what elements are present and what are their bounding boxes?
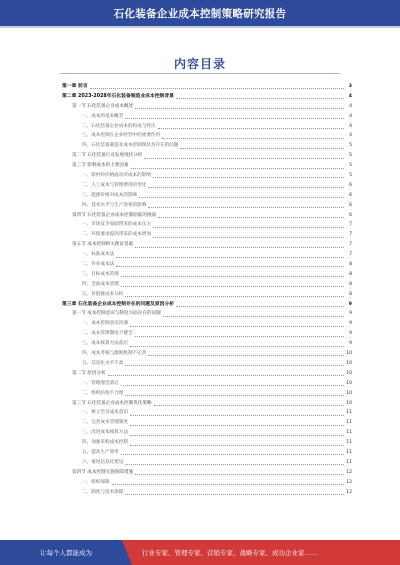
toc-leader-dots	[125, 296, 344, 297]
toc-leader-dots	[131, 168, 344, 169]
toc-entry[interactable]	[62, 151, 352, 161]
toc-entry[interactable]	[62, 468, 352, 478]
toc-entry-title: 三、成本核算方法落后	[82, 341, 128, 347]
toc-leader-dots	[125, 494, 344, 495]
toc-entry[interactable]	[62, 181, 352, 191]
toc-entry-page: 4	[349, 103, 352, 109]
toc-entry-page: 7	[349, 222, 352, 228]
header-bar	[0, 0, 400, 26]
toc-entry-title: 四、加强采购成本控制	[82, 440, 128, 446]
toc-entry-page: 11	[346, 430, 352, 436]
toc-entry-page: 8	[349, 271, 352, 277]
toc-leader-dots	[125, 118, 344, 119]
toc-entry[interactable]	[62, 122, 352, 132]
toc-entry[interactable]	[62, 349, 352, 359]
toc-entry[interactable]	[62, 102, 352, 112]
toc-entry-title: 一、组织保障	[82, 479, 110, 485]
toc-leader-dots	[130, 445, 344, 446]
toc-entry-title: 六、推进信息化建设	[82, 459, 124, 465]
toc-entry-title: 一、标准成本法	[82, 252, 115, 258]
toc-entry-page: 10	[346, 360, 352, 366]
toc-entry-page: 7	[349, 242, 352, 248]
toc-entry-page: 9	[349, 321, 352, 327]
toc-leader-dots	[153, 177, 344, 178]
toc-entry[interactable]	[62, 290, 352, 300]
toc-entry-title: 二、人工成本与管理费用的变化	[82, 182, 147, 188]
toc-leader-dots	[130, 435, 344, 436]
toc-entry-page: 3	[348, 84, 352, 89]
toc-leader-dots	[121, 454, 344, 455]
toc-leader-dots	[148, 207, 344, 208]
toc-entry-page: 12	[346, 479, 352, 485]
toc-entry-page: 12	[346, 489, 352, 495]
toc-entry[interactable]	[62, 92, 352, 102]
toc-entry-page: 8	[349, 291, 352, 297]
toc-entry[interactable]	[62, 201, 352, 211]
toc-entry-page: 4	[349, 123, 352, 129]
report-title: 石化装备企业成本控制策略研究报告	[113, 7, 287, 20]
toc-entry-title: 一、成本控制意识淡薄	[82, 321, 128, 327]
toc-entry-page: 8	[349, 281, 352, 287]
toc-leader-dots	[158, 128, 344, 129]
toc-entry-title: 四、成本考核与激励机制不完善	[82, 351, 147, 357]
toc-entry-page: 12	[346, 469, 352, 475]
toc-entry-page: 6	[349, 202, 352, 208]
toc-entry-page: 4	[348, 93, 352, 99]
toc-entry-title: 四、技术水平与生产效率的影响	[82, 202, 147, 208]
toc-entry-page: 6	[349, 182, 352, 188]
toc-entry-title: 第二章 2023-2028年石化装备制造业成本控制背景	[62, 93, 174, 99]
toc-entry[interactable]	[62, 280, 352, 290]
toc-leader-dots	[112, 484, 344, 485]
toc-entry-title: 一、树立全员成本意识	[82, 410, 128, 416]
toc-entry-title: 三、目标成本管理	[82, 271, 119, 277]
toc-entry-page: 6	[349, 192, 352, 198]
toc-entry[interactable]	[62, 250, 352, 260]
toc-leader-dots	[90, 88, 344, 89]
toc-entry-page: 4	[349, 133, 352, 139]
toc-entry-title: 第三节 石化装备企业成本控制优化策略	[72, 400, 152, 406]
toc-entry[interactable]	[62, 141, 352, 151]
footer-banner	[0, 540, 400, 565]
footer-wedge	[122, 540, 132, 565]
toc-entry-page: 10	[346, 351, 352, 357]
toc-entry[interactable]	[62, 339, 352, 349]
toc-entry-title: 二、组织结构不合理	[82, 390, 124, 396]
toc-leader-dots	[153, 227, 344, 228]
toc-entry-title: 三、改进成本核算方法	[82, 430, 128, 436]
toc-leader-dots	[121, 276, 344, 277]
table-of-contents	[62, 82, 352, 497]
toc-entry[interactable]	[62, 458, 352, 468]
toc-entry[interactable]	[62, 82, 352, 92]
toc-heading: 内容目录	[173, 57, 226, 71]
footer-right-text: 行业专家、管理专家、营销专家、战略专家、成功企业家……	[142, 549, 318, 557]
toc-entry-page: 11	[346, 420, 352, 426]
toc-leader-dots	[139, 197, 344, 198]
toc-leader-dots	[154, 405, 344, 406]
toc-entry[interactable]	[62, 399, 352, 409]
footer-slogan-left	[0, 540, 132, 565]
toc-entry-title: 四、全面成本管理	[82, 281, 119, 287]
toc-entry[interactable]	[62, 319, 352, 329]
toc-entry-title: 二、完善成本管理制度	[82, 420, 128, 426]
toc-entry-title: 第一章 前言	[62, 84, 88, 89]
toc-leader-dots	[130, 346, 344, 347]
toc-entry[interactable]	[62, 260, 352, 270]
toc-entry-page: 7	[349, 252, 352, 258]
toc-entry-title: 二、作业成本法	[82, 262, 115, 268]
toc-leader-dots	[135, 336, 344, 337]
toc-entry[interactable]	[62, 359, 352, 369]
toc-entry-page: 9	[349, 341, 352, 347]
toc-entry[interactable]	[62, 112, 352, 122]
toc-entry-page: 10	[346, 390, 352, 396]
toc-entry[interactable]	[62, 220, 352, 230]
toc-entry-title: 一、市场竞争加剧带来的成本压力	[82, 222, 151, 228]
toc-entry[interactable]	[62, 309, 352, 319]
toc-entry[interactable]	[62, 478, 352, 488]
toc-entry-title: 第四节 成本控制实施保障措施	[72, 469, 134, 475]
toc-leader-dots	[108, 375, 344, 376]
toc-entry-page: 11	[346, 449, 352, 455]
toc-entry[interactable]	[62, 389, 352, 399]
toc-entry-title: 四、石化装备制造业成本控制现状及存在的问题	[82, 143, 179, 149]
footer-slogan-right	[132, 540, 400, 565]
toc-entry-page: 10	[346, 370, 352, 376]
toc-entry[interactable]	[62, 300, 352, 310]
toc-entry-page: 9	[349, 311, 352, 317]
toc-entry[interactable]	[62, 211, 352, 221]
toc-entry-title: 二、石化装备企业成本的构成与特点	[82, 123, 156, 129]
toc-entry-page: 5	[349, 153, 352, 159]
toc-entry-title: 第五节 成本控制相关理论基础	[72, 242, 134, 248]
toc-leader-dots	[130, 326, 344, 327]
toc-entry-title: 第三章 石化装备企业成本控制存在的问题及原因分析	[62, 301, 175, 307]
toc-entry[interactable]	[62, 131, 352, 141]
toc-entry[interactable]	[62, 438, 352, 448]
toc-entry-title: 第二节 原因分析	[72, 370, 106, 376]
toc-leader-dots	[148, 355, 344, 356]
toc-leader-dots	[116, 266, 344, 267]
toc-entry-title: 一、原材料价格波动对成本的影响	[82, 173, 151, 179]
toc-entry-title: 二、制度与技术保障	[82, 489, 124, 495]
toc-entry-title: 第三节 影响成本的主要因素	[72, 163, 129, 169]
toc-leader-dots	[116, 257, 344, 258]
toc-leader-dots	[148, 187, 344, 188]
toc-leader-dots	[153, 237, 344, 238]
toc-leader-dots	[135, 247, 344, 248]
toc-entry-page: 5	[349, 173, 352, 179]
toc-entry[interactable]	[62, 379, 352, 389]
toc-entry-page: 10	[346, 380, 352, 386]
toc-leader-dots	[144, 158, 344, 159]
toc-entry-page: 10	[346, 400, 352, 406]
toc-entry-title: 第四节 石化装备企业成本控制面临的挑战	[72, 212, 157, 218]
toc-entry-page: 11	[346, 459, 352, 465]
toc-leader-dots	[121, 385, 344, 386]
toc-entry-title: 二、环保要求提高带来的成本增加	[82, 232, 151, 238]
toc-entry-title: 一、成本的基本概念	[82, 113, 124, 119]
toc-entry[interactable]	[62, 161, 352, 171]
toc-leader-dots	[162, 138, 344, 139]
toc-entry[interactable]	[62, 329, 352, 339]
toc-entry-title: 五、价值链成本分析	[82, 291, 124, 297]
toc-entry-page: 5	[349, 163, 352, 169]
toc-leader-dots	[135, 108, 344, 109]
toc-entry-page: 5	[349, 143, 352, 149]
toc-leader-dots	[135, 474, 344, 475]
toc-entry-title: 五、信息化水平不高	[82, 360, 124, 366]
toc-entry-page: 11	[346, 410, 352, 416]
toc-leader-dots	[125, 395, 344, 396]
toc-heading-rule	[60, 73, 340, 74]
toc-entry[interactable]	[62, 408, 352, 418]
footer-left-text: 让每个人都能成为	[40, 549, 92, 557]
toc-leader-dots	[125, 464, 344, 465]
toc-entry[interactable]	[62, 418, 352, 428]
toc-entry-page: 8	[349, 262, 352, 268]
toc-leader-dots	[176, 98, 344, 99]
toc-entry[interactable]	[62, 488, 352, 498]
toc-entry[interactable]	[62, 369, 352, 379]
toc-leader-dots	[158, 217, 344, 218]
toc-entry-title: 三、能源价格对成本的影响	[82, 192, 138, 198]
toc-entry-title: 第一节 石化装备企业成本概述	[72, 103, 134, 109]
toc-entry-title: 五、提高生产效率	[82, 449, 119, 455]
toc-leader-dots	[130, 415, 344, 416]
toc-entry[interactable]	[62, 230, 352, 240]
toc-entry[interactable]	[62, 428, 352, 438]
toc-entry-title: 三、成本控制在企业经营中的重要作用	[82, 133, 161, 139]
toc-leader-dots	[176, 306, 344, 307]
toc-leader-dots	[121, 286, 344, 287]
toc-entry-page: 6	[349, 212, 352, 218]
toc-entry-title: 一、管理理念落后	[82, 380, 119, 386]
header-divider	[0, 26, 400, 28]
toc-entry[interactable]	[62, 448, 352, 458]
toc-entry-title: 二、成本管理制度不健全	[82, 331, 133, 337]
toc-entry-page: 11	[346, 440, 352, 446]
toc-entry[interactable]	[62, 191, 352, 201]
toc-entry-page: 7	[349, 232, 352, 238]
toc-leader-dots	[125, 365, 344, 366]
toc-leader-dots	[180, 148, 344, 149]
toc-entry-title: 第一节 成本控制意识与制度方面存在的问题	[72, 311, 161, 317]
toc-entry-title: 第二节 石化装备行业发展现状分析	[72, 153, 143, 159]
toc-entry-page: 9	[348, 301, 352, 307]
toc-leader-dots	[130, 425, 344, 426]
toc-entry-page: 9	[349, 331, 352, 337]
toc-entry-page: 4	[349, 113, 352, 119]
toc-entry[interactable]	[62, 240, 352, 250]
toc-entry[interactable]	[62, 270, 352, 280]
toc-leader-dots	[163, 316, 344, 317]
toc-entry[interactable]	[62, 171, 352, 181]
